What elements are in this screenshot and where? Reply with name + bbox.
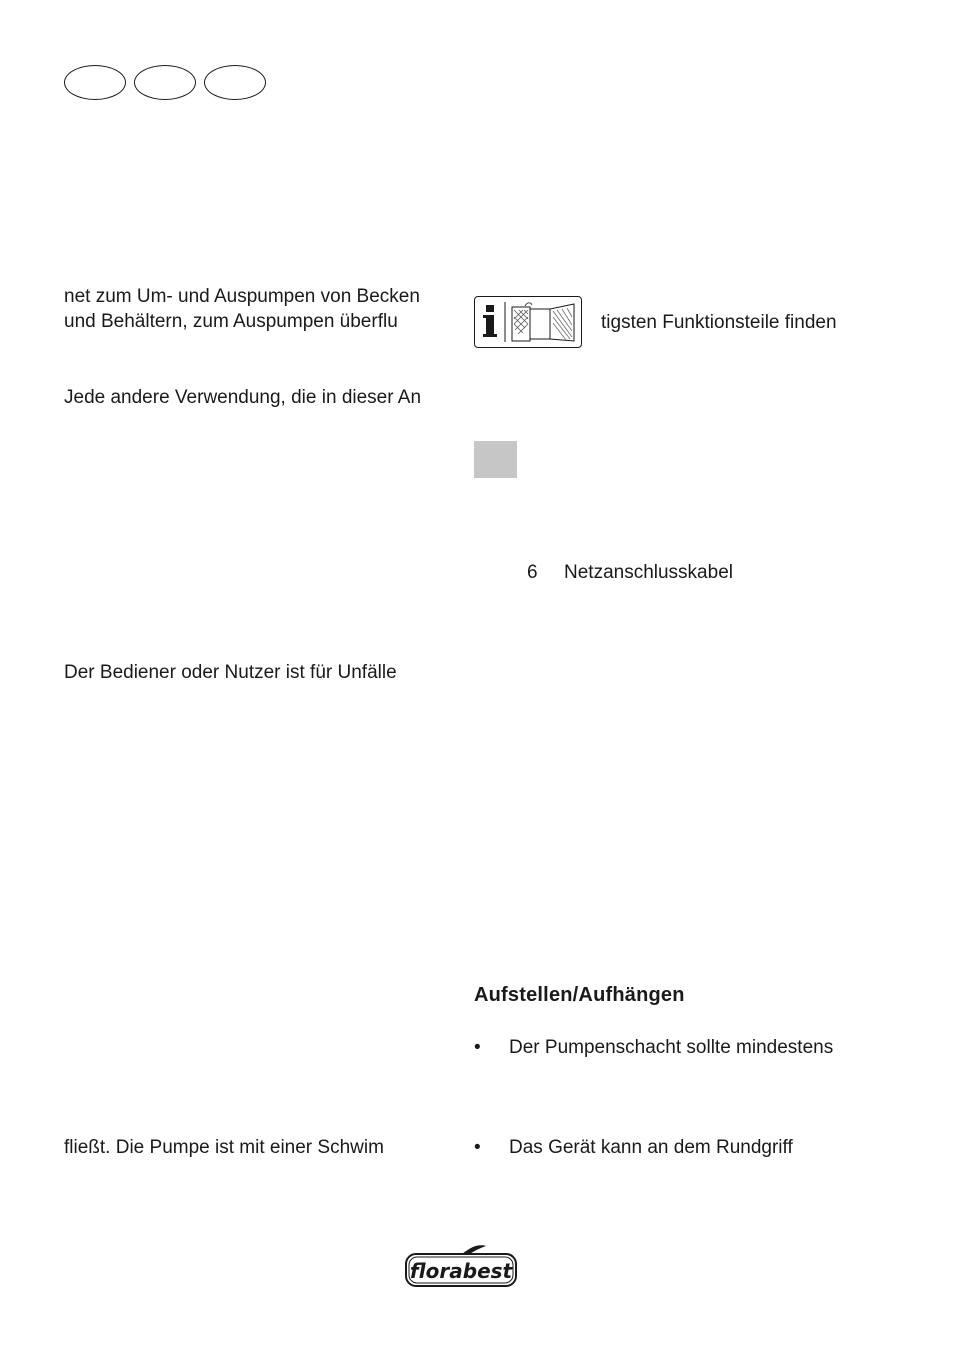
gray-marker	[474, 441, 517, 478]
part-label: Netzanschlusskabel	[564, 562, 733, 583]
info-manual-icon	[474, 296, 582, 348]
left-para2: Jede andere Verwendung, die in dieser An	[64, 387, 422, 408]
bullet-marker-1: •	[474, 1037, 481, 1058]
info-text: tigsten Funktionsteile finden	[601, 312, 837, 333]
left-para1-line1: net zum Um- und Auspumpen von Becken	[64, 286, 420, 307]
bullet-marker-2: •	[474, 1137, 481, 1158]
bullet-text-1: Der Pumpenschacht sollte mindestens	[509, 1037, 834, 1058]
section-heading: Aufstellen/Aufhängen	[474, 984, 685, 1006]
language-oval-1	[64, 65, 126, 100]
left-para4: fließt. Die Pumpe ist mit einer Schwim	[64, 1137, 384, 1158]
language-oval-2	[134, 65, 196, 100]
florabest-logo	[404, 1242, 520, 1295]
logo-text: florabest	[409, 1259, 513, 1283]
left-para3: Der Bediener oder Nutzer ist für Unfälle	[64, 662, 397, 683]
language-oval-3	[204, 65, 266, 100]
language-ovals	[64, 65, 266, 100]
part-number: 6	[527, 562, 538, 583]
left-para1-line2: und Behältern, zum Auspumpen überflu	[64, 311, 398, 332]
bullet-text-2: Das Gerät kann an dem Rundgriff	[509, 1137, 793, 1158]
